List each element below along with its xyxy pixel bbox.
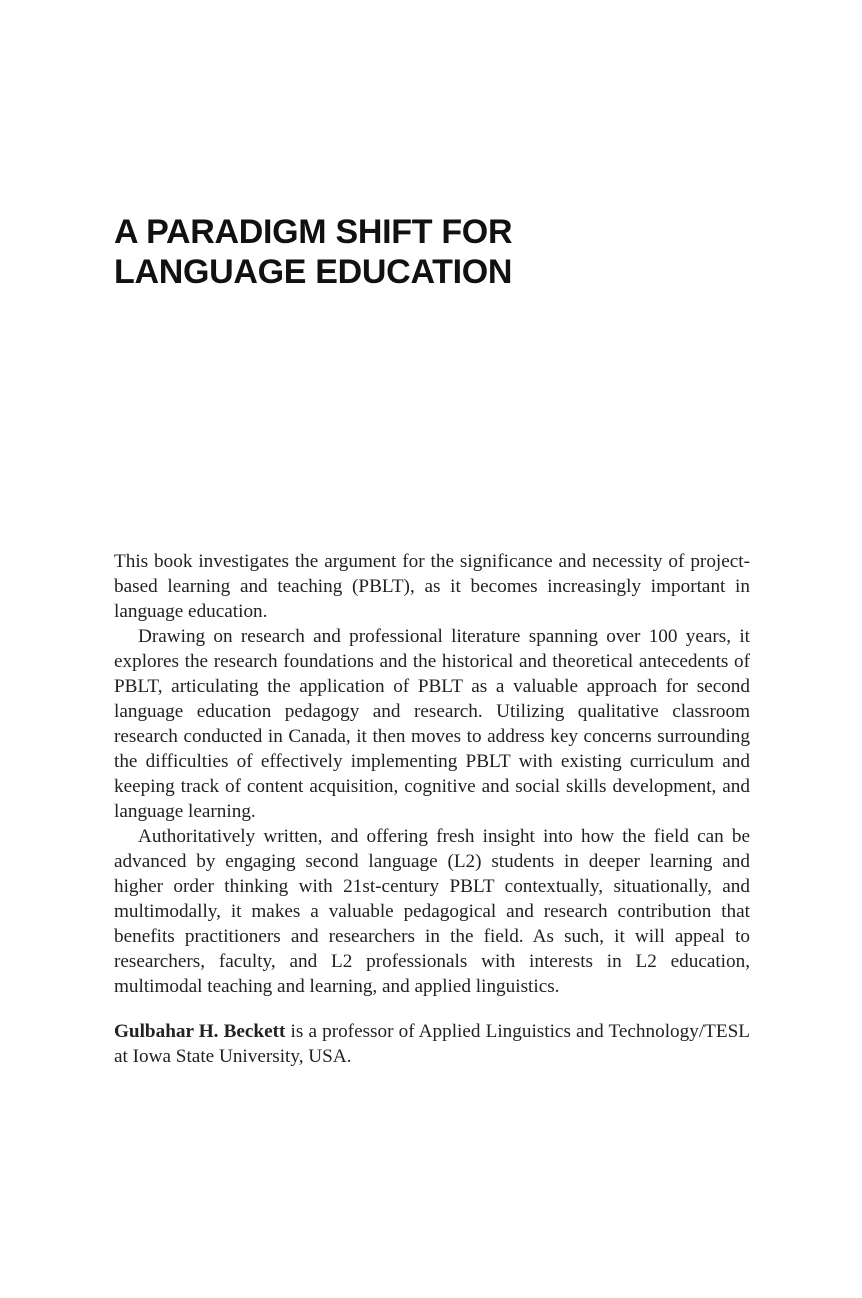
description-paragraph-3: Authoritatively written, and offering fresh insight into how the field can be advanced by engaging second language (L2) students in deeper learning and higher order thinking with 21st-century PBLT contextually, situationally, and multimodally, it makes a valuable pedagogical and research contribution that benefits practitioners and researchers in the field. As such, it will appeal to researchers, faculty, and L2 professionals with interests in L2 education, multimodal teaching and learning, and applied linguistics. xyxy=(114,826,750,997)
book-title-line-2: LANGUAGE EDUCATION xyxy=(114,253,513,291)
author-bio xyxy=(114,1019,750,1069)
description-paragraph-1: This book investigates the argument for the significance and necessity of project-based learning and teaching (PBLT), as it becomes increasingly important in language education. xyxy=(114,551,750,622)
book-title xyxy=(114,212,754,292)
book-title-line-1: A PARADIGM SHIFT FOR xyxy=(114,213,513,251)
author-name: Gulbahar H. Beckett xyxy=(114,1021,286,1042)
author-bio-text: is a professor of Applied Linguistics and Technology/TESL at Iowa State University, USA. xyxy=(114,1021,750,1067)
description-paragraph-2: Drawing on research and professional literature spanning over 100 years, it explores the research foundations and the historical and theoretical antecedents of PBLT, articulating the application of PBLT as a valuable approach for second language education pedagogy and research. Utilizing qualitative classroom research conducted in Canada, it then moves to address key concerns surrounding the difficulties of effectively implementing PBLT with existing curriculum and keeping track of content acquisition, cognitive and social skills development, and language learning. xyxy=(114,626,750,822)
book-description xyxy=(114,549,750,1069)
